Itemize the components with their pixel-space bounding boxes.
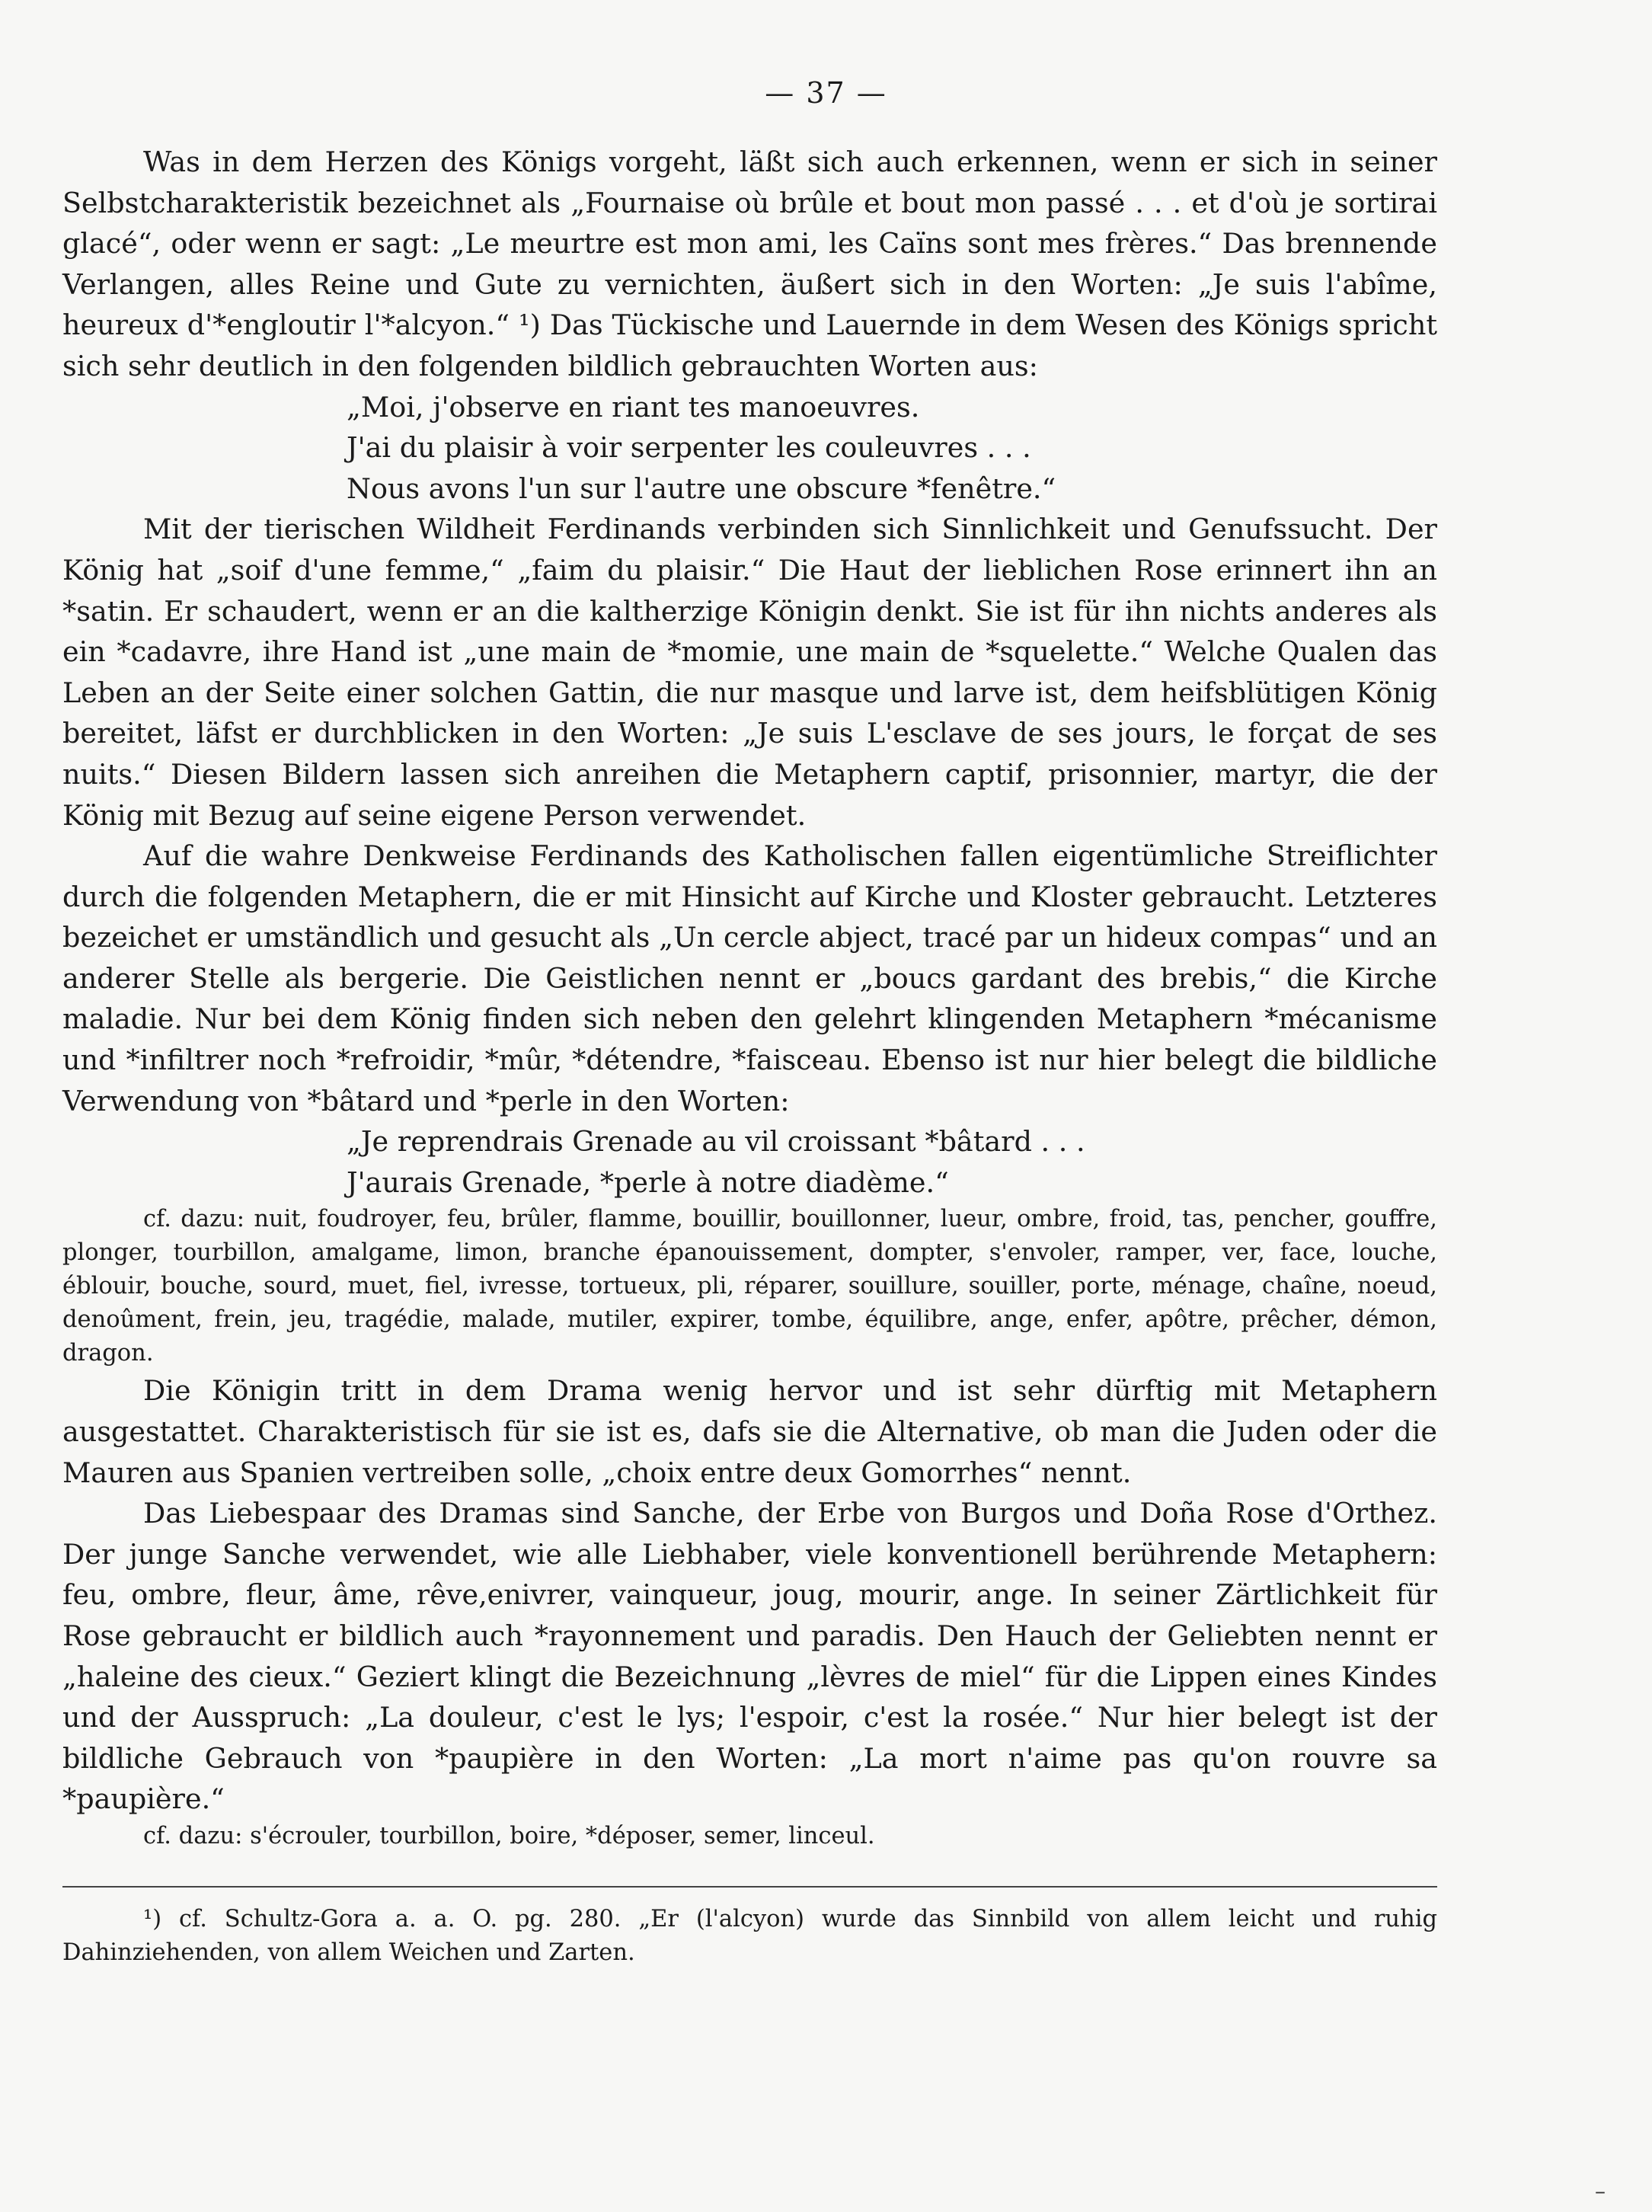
paragraph: Mit der tierischen Wildheit Ferdinands verbinden sich Sinnlichkeit und Genufssucht. Der König hat „soif d'une femme,“ „faim du plaisir.“ Die Haut der lieblichen Rose erinnert ihn an *satin. Er schaudert, wenn er an die kaltherzige Königin denkt. Sie ist für ihn nichts anderes als ein *cadavre, ihre Hand ist „une main de *momie, une main de *squelette.“ Welche Qualen das Leben an der Seite einer solchen Gattin, die nur masque und larve ist, dem heifsblütigen König bereitet, läfst er durchblicken in den Worten: „Je suis L'esclave de ses jours, le forçat de ses nuits.“ Diesen Bildern lassen sich anreihen die Metaphern captif, prisonnier, martyr, die der König mit Bezug auf seine eigene Person verwendet.	[62, 513, 1437, 832]
footnote-divider	[62, 1886, 1437, 1888]
quote-line: Nous avons l'un sur l'autre une obscure *fenêtre.“	[347, 471, 1056, 505]
quote-line: „Moi, j'observe en riant tes manoeuvres.	[347, 390, 920, 424]
quote-line: J'ai du plaisir à voir serpenter les couleuvres . . .	[347, 431, 1031, 465]
footnote	[62, 1903, 1437, 1970]
paragraph: Die Königin tritt in dem Drama wenig hervor und ist sehr dürftig mit Metaphern ausgestattet. Charakteristisch für sie ist es, dafs sie die Alternative, ob man die Juden oder die Mauren aus Spanien vertreiben solle, „choix entre deux Gomorrhes“ nennt.	[62, 1374, 1437, 1489]
body-text	[62, 142, 1437, 1853]
footnote-text: ¹) cf. Schultz-Gora a. a. O. pg. 280. „Er (l'alcyon) wurde das Sinnbild von allem leicht und ruhig Dahinziehenden, von allem Weichen und Zarten.	[62, 1906, 1437, 1966]
cf-list: cf. dazu: s'écrouler, tourbillon, boire, *déposer, semer, linceul.	[143, 1822, 875, 1849]
quote-line: J'aurais Grenade, *perle à notre diadème.“	[347, 1165, 949, 1199]
paragraph: Das Liebespaar des Dramas sind Sanche, der Erbe von Burgos und Doña Rose d'Orthez. Der junge Sanche verwendet, wie alle Liebhaber, viele konventionell berührende Metaphern: feu, ombre, fleur, âme, rêve,enivrer, vainqueur, joug, mourir, ange. In seiner Zärtlichkeit für Rose gebraucht er bildlich auch *rayonnement und paradis. Den Hauch der Geliebten nennt er „haleine des cieux.“ Geziert klingt die Bezeichnung „lèvres de miel“ für die Lippen eines Kindes und der Ausspruch: „La douleur, c'est le lys; l'espoir, c'est la rosée.“ Nur hier belegt ist der bildliche Gebrauch von *paupière in den Worten: „La mort n'aime pas qu'on rouvre sa *paupière.“	[62, 1497, 1437, 1816]
cf-list: cf. dazu: nuit, foudroyer, feu, brûler, flamme, bouillir, bouillonner, lueur, ombre, froid, tas, pencher, gouffre, plonger, tourbillon, amalgame, limon, branche épanouissement, dompter, s'envoler, ramper, ver, face, louche, éblouir, bouche, sourd, muet, fiel, ivresse, tortueux, pli, réparer, souillure, souiller, porte, ménage, chaîne, noeud, denoûment, frein, jeu, tragédie, malade, mutiler, expirer, tombe, équilibre, ange, enfer, apôtre, prêcher, démon, dragon.	[62, 1206, 1437, 1367]
corner-mark: –	[1595, 2178, 1606, 2204]
page-number: — 37 —	[765, 76, 887, 110]
paragraph: Was in dem Herzen des Königs vorgeht, läßt sich auch erkennen, wenn er sich in seiner Selbstcharakteristik bezeichnet als „Fournaise où brûle et bout mon passé . . . et d'où je sortirai glacé“, oder wenn er sagt: „Le meurtre est mon ami, les Caïns sont mes frères.“ Das brennende Verlangen, alles Reine und Gute zu vernichten, äußert sich in den Worten: „Je suis l'abîme, heureux d'*engloutir l'*alcyon.“ ¹) Das Tückische und Lauernde in dem Wesen des Königs spricht sich sehr deutlich in den folgenden bildlich gebrauchten Worten aus:	[62, 145, 1437, 382]
paragraph: Auf die wahre Denkweise Ferdinands des Katholischen fallen eigentümliche Streiflichter durch die folgenden Metaphern, die er mit Hinsicht auf Kirche und Kloster gebraucht. Letzteres bezeichet er umständlich und gesucht als „Un cercle abject, tracé par un hideux compas“ und an anderer Stelle als bergerie. Die Geistlichen nennt er „boucs gardant des brebis,“ die Kirche maladie. Nur bei dem König finden sich neben den gelehrt klingenden Metaphern *mécanisme und *infiltrer noch *refroidir, *mûr, *détendre, *faisceau. Ebenso ist nur hier belegt die bildliche Verwendung von *bâtard und *perle in den Worten:	[62, 839, 1437, 1117]
quote-line: „Je reprendrais Grenade au vil croissant *bâtard . . .	[347, 1125, 1085, 1159]
